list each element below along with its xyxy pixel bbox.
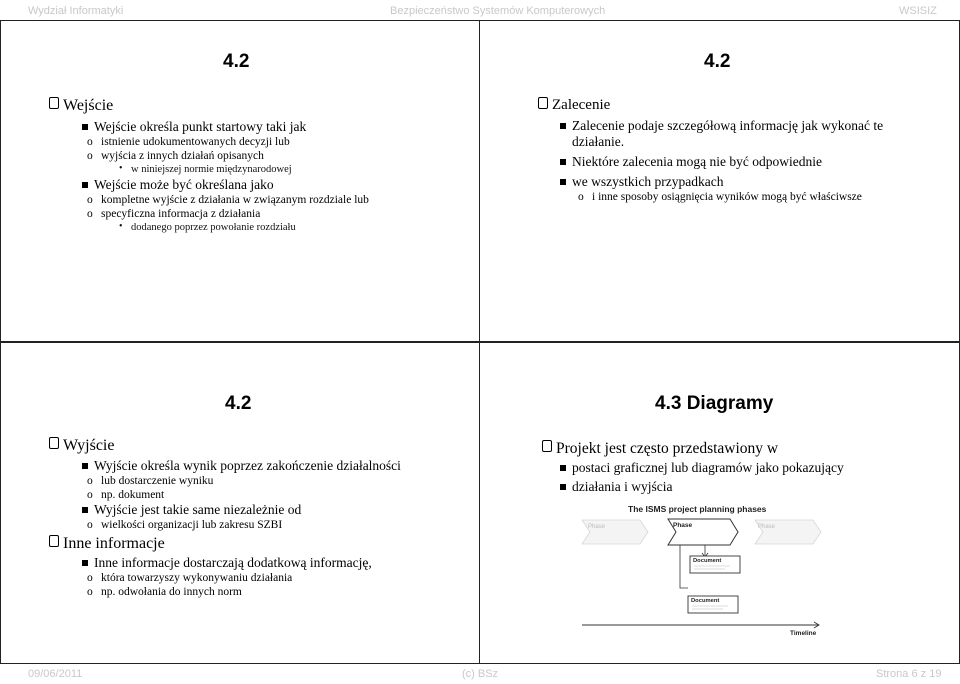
- footer-date: 09/06/2011: [28, 668, 83, 680]
- slide-top-right: [479, 20, 960, 342]
- circle-bullet-icon: o: [87, 150, 93, 162]
- bullet-l1: postaci graficznej lub diagramów jako pokazujący: [572, 460, 959, 476]
- square-bullet-icon: [82, 182, 88, 188]
- connector-line: [680, 545, 688, 588]
- checkbox-bullet-icon: [542, 440, 552, 452]
- slide-bottom-left: [0, 342, 481, 664]
- isms-phases-diagram: [580, 498, 855, 638]
- bullet-l0: Projekt jest często przedstawiony w: [556, 439, 959, 458]
- bullet-l1: Wyjście jest takie same niezależnie od: [94, 502, 480, 518]
- footer-copyright: (c) BSz: [462, 668, 499, 680]
- bullet-l0: Zalecenie: [552, 96, 959, 115]
- bullet-l1-continuation: działanie.: [572, 134, 625, 149]
- phase-left-label: Phase: [588, 524, 606, 530]
- diagram-title: The ISMS project planning phases: [628, 504, 767, 514]
- bullet-l0: Wyjście: [63, 436, 480, 455]
- square-bullet-icon: [560, 123, 566, 129]
- checkbox-bullet-icon: [538, 97, 548, 109]
- circle-bullet-icon: o: [578, 191, 584, 203]
- circle-bullet-icon: o: [87, 519, 93, 531]
- circle-bullet-icon: o: [87, 136, 93, 148]
- bullet-l2: o np. odwołania do innych norm: [87, 586, 242, 598]
- slide-title: 4.2: [704, 51, 731, 72]
- slide-body: [480, 439, 959, 495]
- checkbox-bullet-icon: [49, 97, 59, 109]
- bullet-l2: o specyficzna informacja z działania: [87, 208, 261, 220]
- bullet-l2: o która towarzyszy wykonywaniu działania: [87, 572, 293, 584]
- square-bullet-icon: [82, 507, 88, 513]
- slide-title: 4.2: [225, 393, 252, 414]
- slide-title: 4.2: [223, 51, 250, 72]
- header-left: Wydział Informatyki: [28, 5, 124, 17]
- square-bullet-icon: [560, 465, 566, 471]
- circle-bullet-icon: o: [87, 572, 93, 584]
- phase-mid-label: Phase: [673, 522, 693, 529]
- bullet-l1: Zalecenie podaje szczegółową informację jak wykonać te: [572, 118, 959, 134]
- header-center: Bezpieczeństwo Systemów Komputerowych: [390, 5, 606, 17]
- phase-right-label: Phase: [758, 524, 776, 530]
- circle-bullet-icon: o: [87, 475, 93, 487]
- bullet-l0: Inne informacje: [63, 534, 480, 553]
- header-right: WSISIZ: [899, 5, 937, 17]
- bullet-l1: działania i wyjścia: [572, 479, 959, 495]
- square-bullet-icon: [82, 124, 88, 130]
- page-header: [0, 0, 960, 20]
- circle-bullet-icon: o: [87, 489, 93, 501]
- square-bullet-icon: [560, 159, 566, 165]
- bullet-l1: we wszystkich przypadkach: [572, 174, 959, 190]
- bullet-l2: o wielkości organizacji lub zakresu SZBI: [87, 519, 283, 531]
- slide-bottom-right: [479, 342, 960, 664]
- dot-bullet-icon: •: [119, 163, 123, 174]
- slide-body: [1, 436, 480, 599]
- bullet-l2: o istnienie udokumentowanych decyzji lub: [87, 136, 290, 148]
- bullet-l1: Wyjście określa wynik poprzez zakończenie działalności: [94, 458, 480, 474]
- circle-bullet-icon: o: [87, 586, 93, 598]
- footer-page-number: Strona 6 z 19: [876, 668, 942, 680]
- bullet-l2: o i inne sposoby osiągnięcia wyników mogą być właściwsze: [578, 191, 862, 203]
- bullet-l1: Niektóre zalecenia mogą nie być odpowiednie: [572, 154, 959, 170]
- page-footer: [0, 664, 960, 684]
- circle-bullet-icon: o: [87, 208, 93, 220]
- bullet-l0: Wejście: [63, 96, 480, 115]
- checkbox-bullet-icon: [49, 437, 59, 449]
- square-bullet-icon: [82, 463, 88, 469]
- timeline-label: Timeline: [790, 630, 817, 637]
- document-2-label: Document: [691, 598, 720, 604]
- circle-bullet-icon: o: [87, 194, 93, 206]
- bullet-l1: Wejście może być określana jako: [94, 177, 480, 193]
- document-1-label: Document: [693, 558, 722, 564]
- bullet-l3: • dodanego poprzez powołanie rozdziału: [119, 221, 296, 233]
- bullet-l1: Wejście określa punkt startowy taki jak: [94, 119, 480, 135]
- checkbox-bullet-icon: [49, 535, 59, 547]
- bullet-l1: Inne informacje dostarczają dodatkową informację,: [94, 555, 480, 571]
- bullet-l2: o wyjścia z innych działań opisanych: [87, 150, 264, 162]
- slide-top-left: [0, 20, 481, 342]
- slide-body: [480, 96, 959, 204]
- dot-bullet-icon: •: [119, 221, 123, 232]
- bullet-l2: o lub dostarczenie wyniku: [87, 475, 214, 487]
- bullet-l2: o np. dokument: [87, 489, 165, 501]
- slide-title: 4.3 Diagramy: [655, 393, 774, 414]
- square-bullet-icon: [560, 484, 566, 490]
- bullet-l3: • w niniejszej normie międzynarodowej: [119, 163, 292, 175]
- square-bullet-icon: [560, 179, 566, 185]
- square-bullet-icon: [82, 560, 88, 566]
- bullet-l2: o kompletne wyjście z działania w związanym rozdziale lub: [87, 194, 369, 206]
- slide-body: [1, 96, 480, 235]
